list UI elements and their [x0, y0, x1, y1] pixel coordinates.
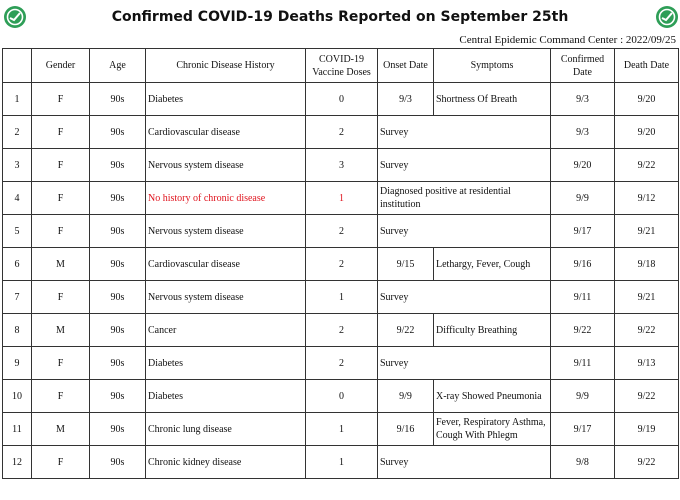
cell-confirmed: 9/20 [551, 149, 615, 182]
cell-onset: Survey [378, 446, 551, 479]
cell-doses: 1 [306, 182, 378, 215]
cell-onset: Survey [378, 116, 551, 149]
cell-confirmed: 9/8 [551, 446, 615, 479]
table-row [3, 314, 679, 347]
cell-history: Nervous system disease [146, 149, 306, 182]
cell-gender: F [32, 215, 90, 248]
cell-death: 9/22 [615, 446, 679, 479]
cell-doses: 2 [306, 314, 378, 347]
cell-onset: 9/3 [378, 83, 434, 116]
table-row [3, 83, 679, 116]
cell-no: 7 [3, 281, 32, 314]
table-header-row [3, 49, 679, 83]
cell-confirmed: 9/11 [551, 281, 615, 314]
cell-doses: 3 [306, 149, 378, 182]
cell-symptoms: X-ray Showed Pneumonia [434, 380, 551, 413]
cell-doses: 1 [306, 413, 378, 446]
cell-confirmed: 9/11 [551, 347, 615, 380]
cell-death: 9/20 [615, 83, 679, 116]
table-row [3, 116, 679, 149]
cell-confirmed: 9/17 [551, 413, 615, 446]
table-row [3, 215, 679, 248]
cell-history: Cancer [146, 314, 306, 347]
cell-symptoms: Fever, Respiratory Asthma, Cough With Phlegm [434, 413, 551, 446]
col-header-no [3, 49, 32, 83]
table-row [3, 347, 679, 380]
cell-no: 11 [3, 413, 32, 446]
cell-history: Diabetes [146, 347, 306, 380]
cell-symptoms: Lethargy, Fever, Cough [434, 248, 551, 281]
cell-doses: 0 [306, 83, 378, 116]
cell-confirmed: 9/16 [551, 248, 615, 281]
cell-gender: F [32, 281, 90, 314]
source-date: Central Epidemic Command Center : 2022/09/25 [459, 34, 676, 46]
cell-no: 4 [3, 182, 32, 215]
cell-doses: 2 [306, 116, 378, 149]
cell-gender: M [32, 413, 90, 446]
table-row [3, 413, 679, 446]
cell-confirmed: 9/9 [551, 380, 615, 413]
cell-confirmed: 9/22 [551, 314, 615, 347]
cell-history: Cardiovascular disease [146, 116, 306, 149]
cell-gender: F [32, 182, 90, 215]
col-header-death: Death Date [615, 49, 679, 83]
cell-gender: F [32, 149, 90, 182]
table-row [3, 446, 679, 479]
cell-no: 5 [3, 215, 32, 248]
col-header-doses: COVID-19 Vaccine Doses [306, 49, 378, 83]
cell-gender: F [32, 446, 90, 479]
cell-history: No history of chronic disease [146, 182, 306, 215]
cell-no: 10 [3, 380, 32, 413]
table-row [3, 281, 679, 314]
cell-onset: 9/16 [378, 413, 434, 446]
cell-gender: F [32, 347, 90, 380]
cell-gender: M [32, 248, 90, 281]
cell-onset: 9/15 [378, 248, 434, 281]
cell-onset: Survey [378, 149, 551, 182]
page-title: Confirmed COVID-19 Deaths Reported on September 25th [111, 9, 569, 25]
cell-history: Nervous system disease [146, 215, 306, 248]
cell-age: 90s [90, 314, 146, 347]
cell-age: 90s [90, 182, 146, 215]
cell-onset: 9/22 [378, 314, 434, 347]
cell-no: 1 [3, 83, 32, 116]
cell-age: 90s [90, 215, 146, 248]
cell-no: 3 [3, 149, 32, 182]
cell-doses: 2 [306, 248, 378, 281]
col-header-gender: Gender [32, 49, 90, 83]
cell-age: 90s [90, 413, 146, 446]
cell-age: 90s [90, 281, 146, 314]
cell-death: 9/22 [615, 380, 679, 413]
cell-death: 9/12 [615, 182, 679, 215]
cecc-logo-right [656, 6, 678, 28]
cell-death: 9/13 [615, 347, 679, 380]
cell-death: 9/21 [615, 281, 679, 314]
cell-death: 9/18 [615, 248, 679, 281]
cell-doses: 2 [306, 215, 378, 248]
cell-no: 6 [3, 248, 32, 281]
cell-symptoms: Shortness Of Breath [434, 83, 551, 116]
cell-confirmed: 9/3 [551, 83, 615, 116]
table-row [3, 149, 679, 182]
cell-confirmed: 9/9 [551, 182, 615, 215]
cell-onset: Diagnosed positive at residential institution [378, 182, 551, 215]
cell-death: 9/22 [615, 149, 679, 182]
cell-onset: Survey [378, 347, 551, 380]
col-header-age: Age [90, 49, 146, 83]
cell-no: 12 [3, 446, 32, 479]
cell-age: 90s [90, 347, 146, 380]
cell-onset: Survey [378, 215, 551, 248]
cell-confirmed: 9/3 [551, 116, 615, 149]
cell-onset: Survey [378, 281, 551, 314]
col-header-history: Chronic Disease History [146, 49, 306, 83]
cell-age: 90s [90, 149, 146, 182]
cell-gender: F [32, 380, 90, 413]
cell-history: Cardiovascular disease [146, 248, 306, 281]
cell-age: 90s [90, 248, 146, 281]
cell-confirmed: 9/17 [551, 215, 615, 248]
cell-history: Diabetes [146, 83, 306, 116]
cell-doses: 1 [306, 446, 378, 479]
table-row [3, 182, 679, 215]
cell-onset: 9/9 [378, 380, 434, 413]
col-header-onset: Onset Date [378, 49, 434, 83]
col-header-symptoms: Symptoms [434, 49, 551, 83]
cell-death: 9/21 [615, 215, 679, 248]
cell-symptoms: Difficulty Breathing [434, 314, 551, 347]
cell-gender: M [32, 314, 90, 347]
cell-age: 90s [90, 380, 146, 413]
deaths-table [2, 48, 679, 479]
cell-age: 90s [90, 446, 146, 479]
cell-age: 90s [90, 83, 146, 116]
cell-age: 90s [90, 116, 146, 149]
cell-history: Chronic lung disease [146, 413, 306, 446]
table-row [3, 248, 679, 281]
cell-history: Chronic kidney disease [146, 446, 306, 479]
cell-doses: 2 [306, 347, 378, 380]
table-row [3, 380, 679, 413]
cell-death: 9/22 [615, 314, 679, 347]
cell-history: Diabetes [146, 380, 306, 413]
cell-gender: F [32, 116, 90, 149]
cell-death: 9/19 [615, 413, 679, 446]
cell-history: Nervous system disease [146, 281, 306, 314]
cell-no: 2 [3, 116, 32, 149]
col-header-confirmed: Confirmed Date [551, 49, 615, 83]
cell-gender: F [32, 83, 90, 116]
cell-death: 9/20 [615, 116, 679, 149]
cell-doses: 1 [306, 281, 378, 314]
cell-no: 8 [3, 314, 32, 347]
cell-no: 9 [3, 347, 32, 380]
cell-doses: 0 [306, 380, 378, 413]
